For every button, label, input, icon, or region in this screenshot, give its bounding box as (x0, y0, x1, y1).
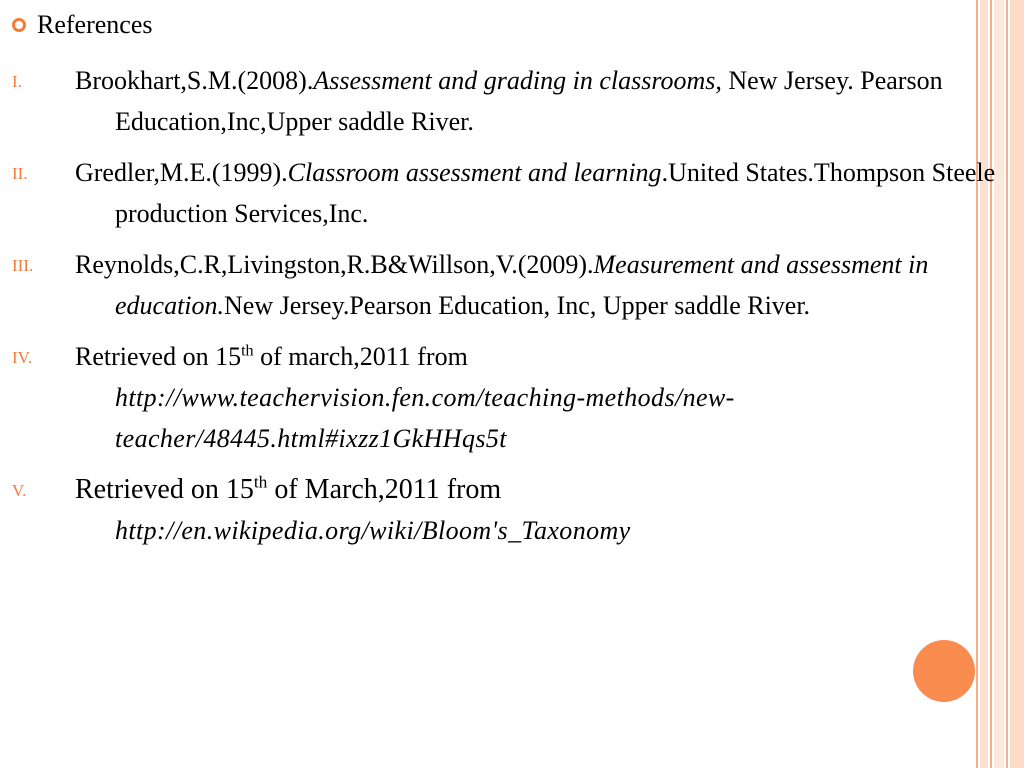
reference-item (0, 152, 1010, 234)
reference-url[interactable]: http://en.wikipedia.org/wiki/Bloom's_Taxonomy (115, 516, 631, 545)
reference-numeral: II. (12, 164, 28, 183)
reference-numeral: V. (12, 481, 27, 500)
reference-publisher: .United States.Thompson Steele production Services,Inc. (115, 158, 996, 228)
decorative-circle (913, 640, 975, 702)
reference-numeral: IV. (12, 348, 32, 367)
reference-numeral: III. (12, 256, 34, 275)
reference-publisher: New Jersey.Pearson Education, Inc, Upper saddle River. (224, 291, 811, 320)
reference-publisher: New Jersey. Pearson Education,Inc,Upper saddle River. (115, 66, 943, 136)
ordinal-suffix: th (241, 342, 254, 360)
reference-item (0, 60, 1010, 142)
reference-suffix: of March,2011 from (267, 474, 502, 505)
reference-item (0, 469, 1010, 551)
reference-item (0, 336, 1010, 459)
reference-title: Measurement and assessment in education. (115, 250, 929, 320)
slide-heading (12, 10, 152, 40)
decorative-stripe (1010, 0, 1024, 768)
reference-prefix: Retrieved on 15 (75, 342, 242, 371)
reference-list (0, 60, 1010, 561)
heading-text: References (37, 10, 153, 39)
reference-title: Classroom assessment and learning (287, 158, 662, 187)
reference-title: Assessment and grading in classrooms, (313, 66, 722, 95)
reference-suffix: of march,2011 from (253, 342, 468, 371)
reference-author: Brookhart,S.M.(2008). (75, 66, 314, 95)
reference-author: Gredler,M.E.(1999). (75, 158, 288, 187)
reference-item (0, 244, 1010, 326)
reference-author: Reynolds,C.R,Livingston,R.B&Willson,V.(2009). (75, 250, 594, 279)
ring-bullet-icon (12, 18, 26, 32)
ordinal-suffix: th (253, 472, 268, 492)
reference-numeral: I. (12, 72, 22, 91)
reference-url[interactable]: http://www.teachervision.fen.com/teaching-methods/new-teacher/48445.html#ixzz1GkHHqs5t (115, 383, 735, 453)
reference-prefix: Retrieved on 15 (75, 474, 254, 505)
